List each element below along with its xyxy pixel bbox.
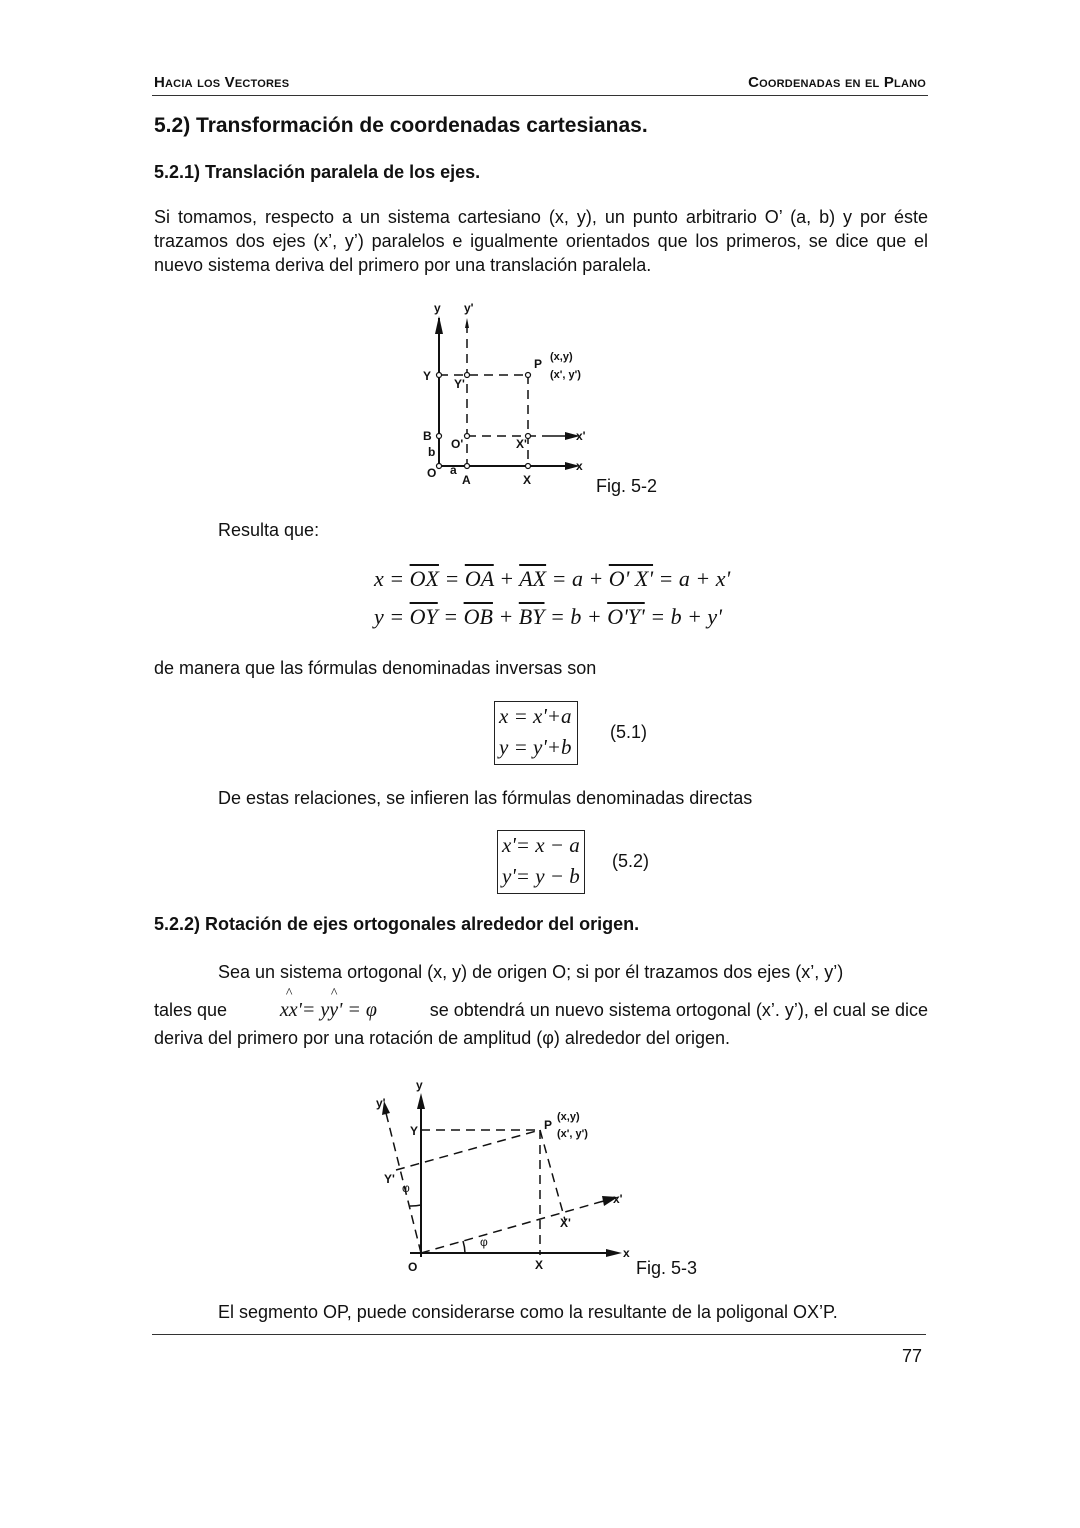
label-xp: x' [613, 1192, 623, 1206]
label-P-xy: (x,y) [557, 1111, 580, 1123]
inverse-intro: de manera que las fórmulas denominadas inversas son [154, 658, 597, 678]
label-P: P [544, 1118, 553, 1132]
running-header-right: Coordenadas en el Plano [748, 74, 926, 91]
label-P-xpyp: (x', y') [557, 1128, 588, 1140]
running-header-left: Hacia los Vectores [154, 74, 290, 91]
label-x: x [623, 1246, 630, 1260]
label-Yp: Y' [384, 1172, 395, 1186]
rotation-text: se obtendrá un nuevo sistema ortogonal (x’. y’), el cual se dice [429, 1000, 928, 1020]
label-X: X [535, 1258, 544, 1272]
inverse-line-1: x = x'+a [499, 704, 572, 728]
direct-intro: De estas relaciones, se infieren las fórmulas denominadas directas [218, 788, 753, 808]
label-y: y [434, 301, 441, 315]
label-phi-1: φ [402, 1181, 410, 1195]
direct-formula-box [497, 830, 585, 894]
label-X: X [523, 473, 532, 487]
inverse-formula-box [494, 701, 578, 765]
angle-equation: ^ ^ xx'= yy' = φ [279, 986, 377, 1021]
label-P-xy: (x,y) [550, 351, 573, 363]
label-B: B [423, 429, 432, 443]
direct-line-2: y'= y − b [502, 864, 580, 888]
label-P: P [534, 357, 543, 371]
label-yp: y' [464, 301, 474, 315]
label-Y: Y [423, 369, 432, 383]
label-Yp: Y' [454, 377, 465, 391]
label-yp: y' [376, 1096, 386, 1110]
label-phi-2: φ [480, 1235, 488, 1249]
label-Op: O' [451, 437, 464, 451]
rotation-paragraph-line-2 [154, 986, 928, 1022]
result-intro: Resulta que: [218, 520, 320, 540]
subsection-title-1: 5.2.1) Translación paralela de los ejes. [154, 162, 481, 182]
label-P-xpyp: (x', y') [550, 369, 581, 381]
figure-5-2 [410, 298, 600, 498]
label-xp: x' [576, 429, 586, 443]
figure-5-2-caption: Fig. 5-2 [596, 476, 658, 496]
figure-5-3-caption: Fig. 5-3 [636, 1258, 698, 1278]
label-x: x [576, 459, 583, 473]
closing-sentence: El segmento OP, puede considerarse como la resultante de la poligonal OX’P. [218, 1302, 838, 1322]
label-O: O [427, 466, 437, 480]
rotation-paragraph-line-3: deriva del primero por una rotación de amplitud (φ) alrededor del origen. [154, 1028, 730, 1048]
label-Xp: X' [560, 1216, 571, 1230]
label-O: O [408, 1260, 418, 1274]
label-b: b [428, 445, 436, 459]
tales-que-text: tales que [154, 1000, 228, 1020]
section-title: 5.2) Transformación de coordenadas cartesianas. [154, 114, 648, 137]
footer-rule [152, 1334, 926, 1335]
equation-y: $y = \overline{OY} = \overline{OB} + \overline{BY} = b + O'Y' = b + y'$ [374, 604, 722, 629]
label-A: A [462, 473, 471, 487]
rotation-paragraph-line-1: Sea un sistema ortogonal (x, y) de origen O; si por él trazamos dos ejes (x’, y’) [218, 962, 844, 982]
inverse-line-2: y = y'+b [499, 735, 572, 759]
label-a: a [450, 463, 457, 477]
page-number: 77 [901, 1346, 922, 1366]
intro-paragraph: Si tomamos, respecto a un sistema cartesiano (x, y), un punto arbitrario O’ (a, b) y por éste trazamos dos ejes (x’, y’) paralelos e igualmente orientados que los primeros, se dice que el nuevo sistema deriva del primero por una translación paralela. [154, 207, 928, 275]
angle-equation-text: xx'= yy' = φ [279, 999, 377, 1021]
figure-5-3 [360, 1075, 640, 1275]
header-rule [152, 95, 928, 96]
label-Xp: X' [516, 437, 527, 451]
direct-line-1: x'= x − a [502, 833, 580, 857]
equation-x: $x = \overline{OX} = \overline{OA} + \overline{AX} = a + O'$ X' = a + x' [374, 566, 731, 591]
equation-number-5-1: (5.1) [610, 722, 648, 742]
subsection-title-2: 5.2.2) Rotación de ejes ortogonales alrededor del origen. [154, 914, 640, 934]
equation-number-5-2: (5.2) [612, 851, 650, 871]
label-Y: Y [410, 1124, 419, 1138]
label-y: y [416, 1078, 423, 1092]
